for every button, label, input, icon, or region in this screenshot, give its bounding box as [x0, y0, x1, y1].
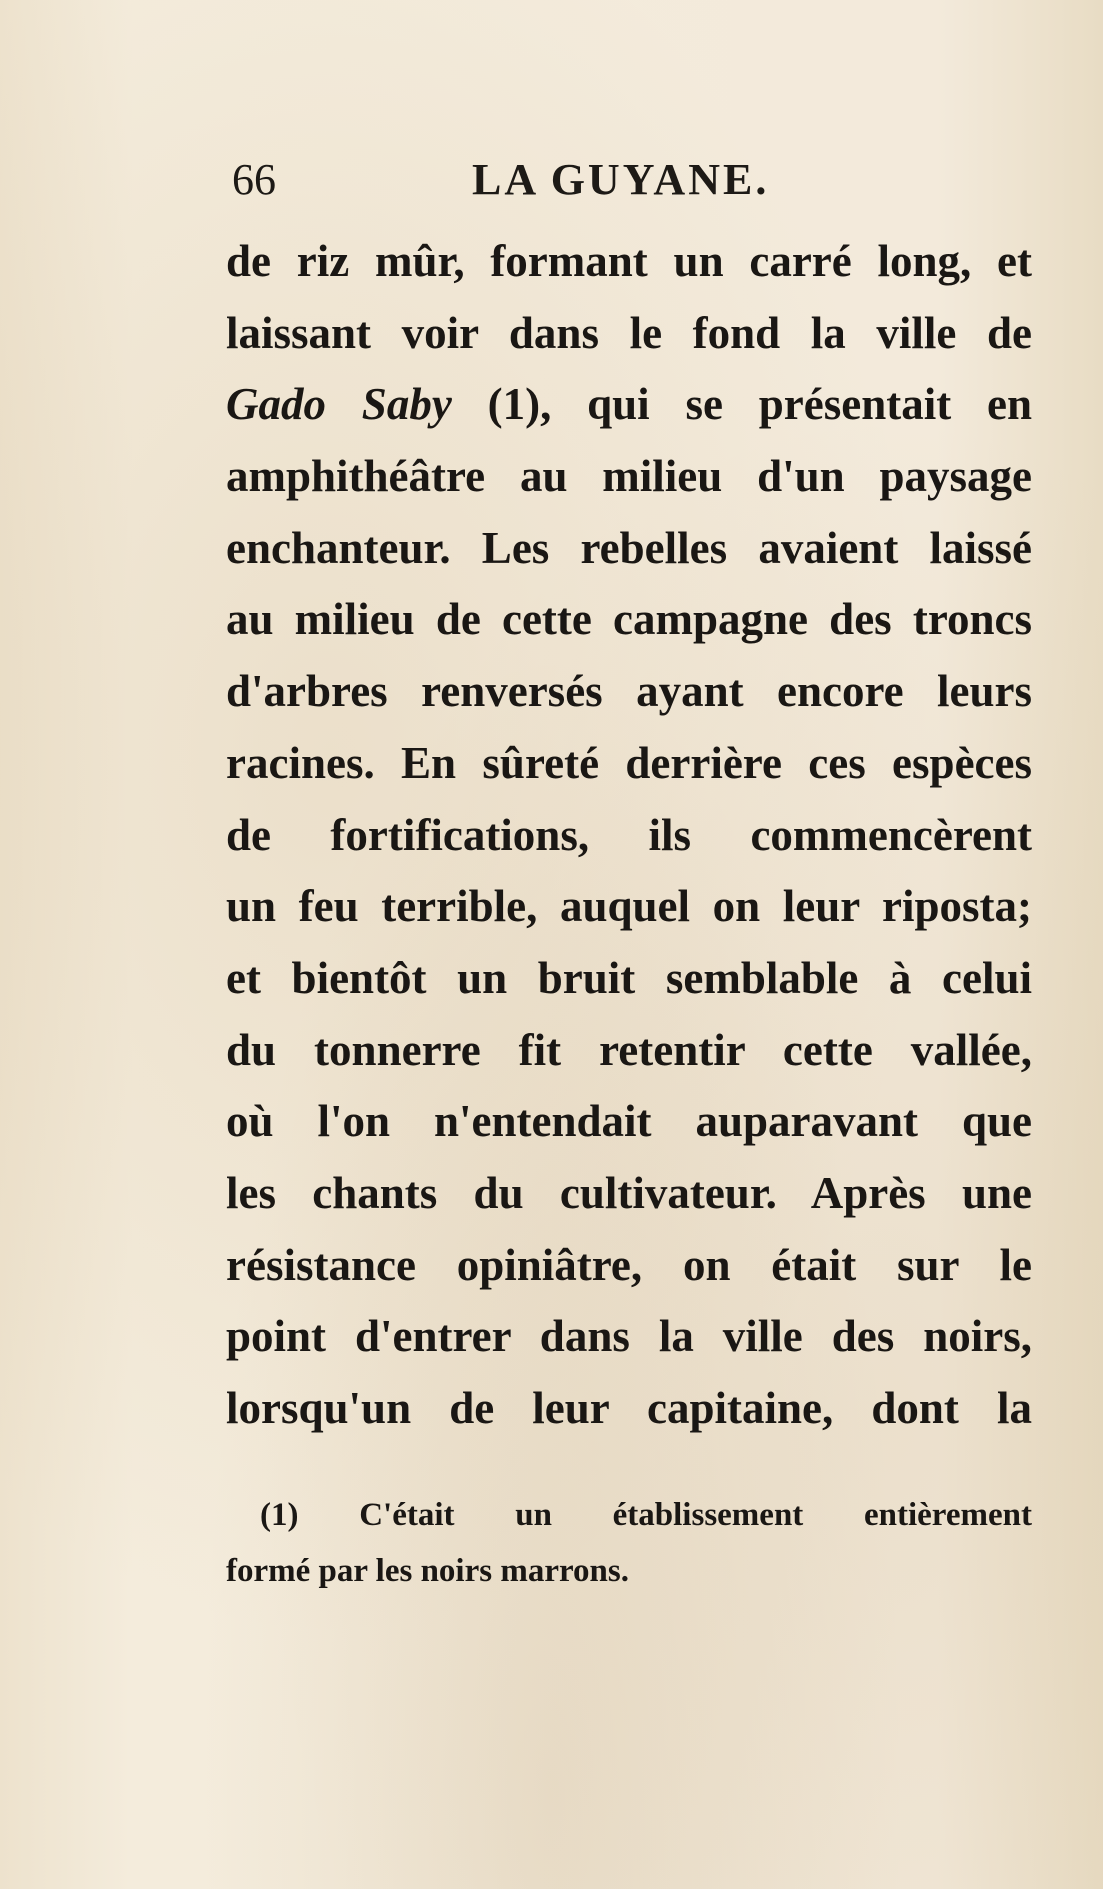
text-line: résistance opiniâtre, on était sur le	[226, 1239, 1032, 1290]
footnote	[226, 1487, 1032, 1599]
text-line-with-italic	[226, 369, 1032, 441]
text-line: où l'on n'entendait auparavant que	[226, 1096, 1032, 1147]
text-line: enchanteur. Les rebelles avaient laissé	[226, 522, 1032, 573]
text-line: du tonnerre fit retentir cette vallée,	[226, 1024, 1032, 1075]
text-line: d'arbres renversés ayant encore leurs	[226, 666, 1032, 717]
text-line-remainder: (1), qui se présentait en	[487, 379, 1032, 430]
page-header	[232, 150, 832, 210]
text-line: racines. En sûreté derrière ces espèces	[226, 737, 1032, 788]
text-line: au milieu de cette campagne des troncs	[226, 594, 1032, 645]
text-line: les chants du cultivateur. Après une	[226, 1167, 1032, 1218]
text-line: et bientôt un bruit semblable à celui	[226, 952, 1032, 1003]
footnote-line: formé par les noirs marrons.	[226, 1553, 629, 1589]
text-line: de fortifications, ils commencèrent	[226, 809, 1032, 860]
footnote-line: (1) C'était un établissement entièrement	[260, 1497, 1032, 1533]
text-line: amphithéâtre au milieu d'un paysage	[226, 451, 1032, 502]
text-line: de riz mûr, formant un carré long, et	[226, 236, 1032, 286]
text-line: point d'entrer dans la ville des noirs,	[226, 1311, 1032, 1362]
page-number: 66	[232, 155, 276, 204]
text-line: laissant voir dans le fond la ville de	[226, 307, 1032, 358]
body-text	[226, 226, 1032, 1445]
text-line: lorsqu'un de leur capitaine, dont la	[226, 1383, 1032, 1433]
italic-place-name: Gado Saby	[226, 379, 452, 430]
text-line: un feu terrible, auquel on leur riposta;	[226, 881, 1032, 932]
running-title: LA GUYANE.	[472, 155, 770, 204]
